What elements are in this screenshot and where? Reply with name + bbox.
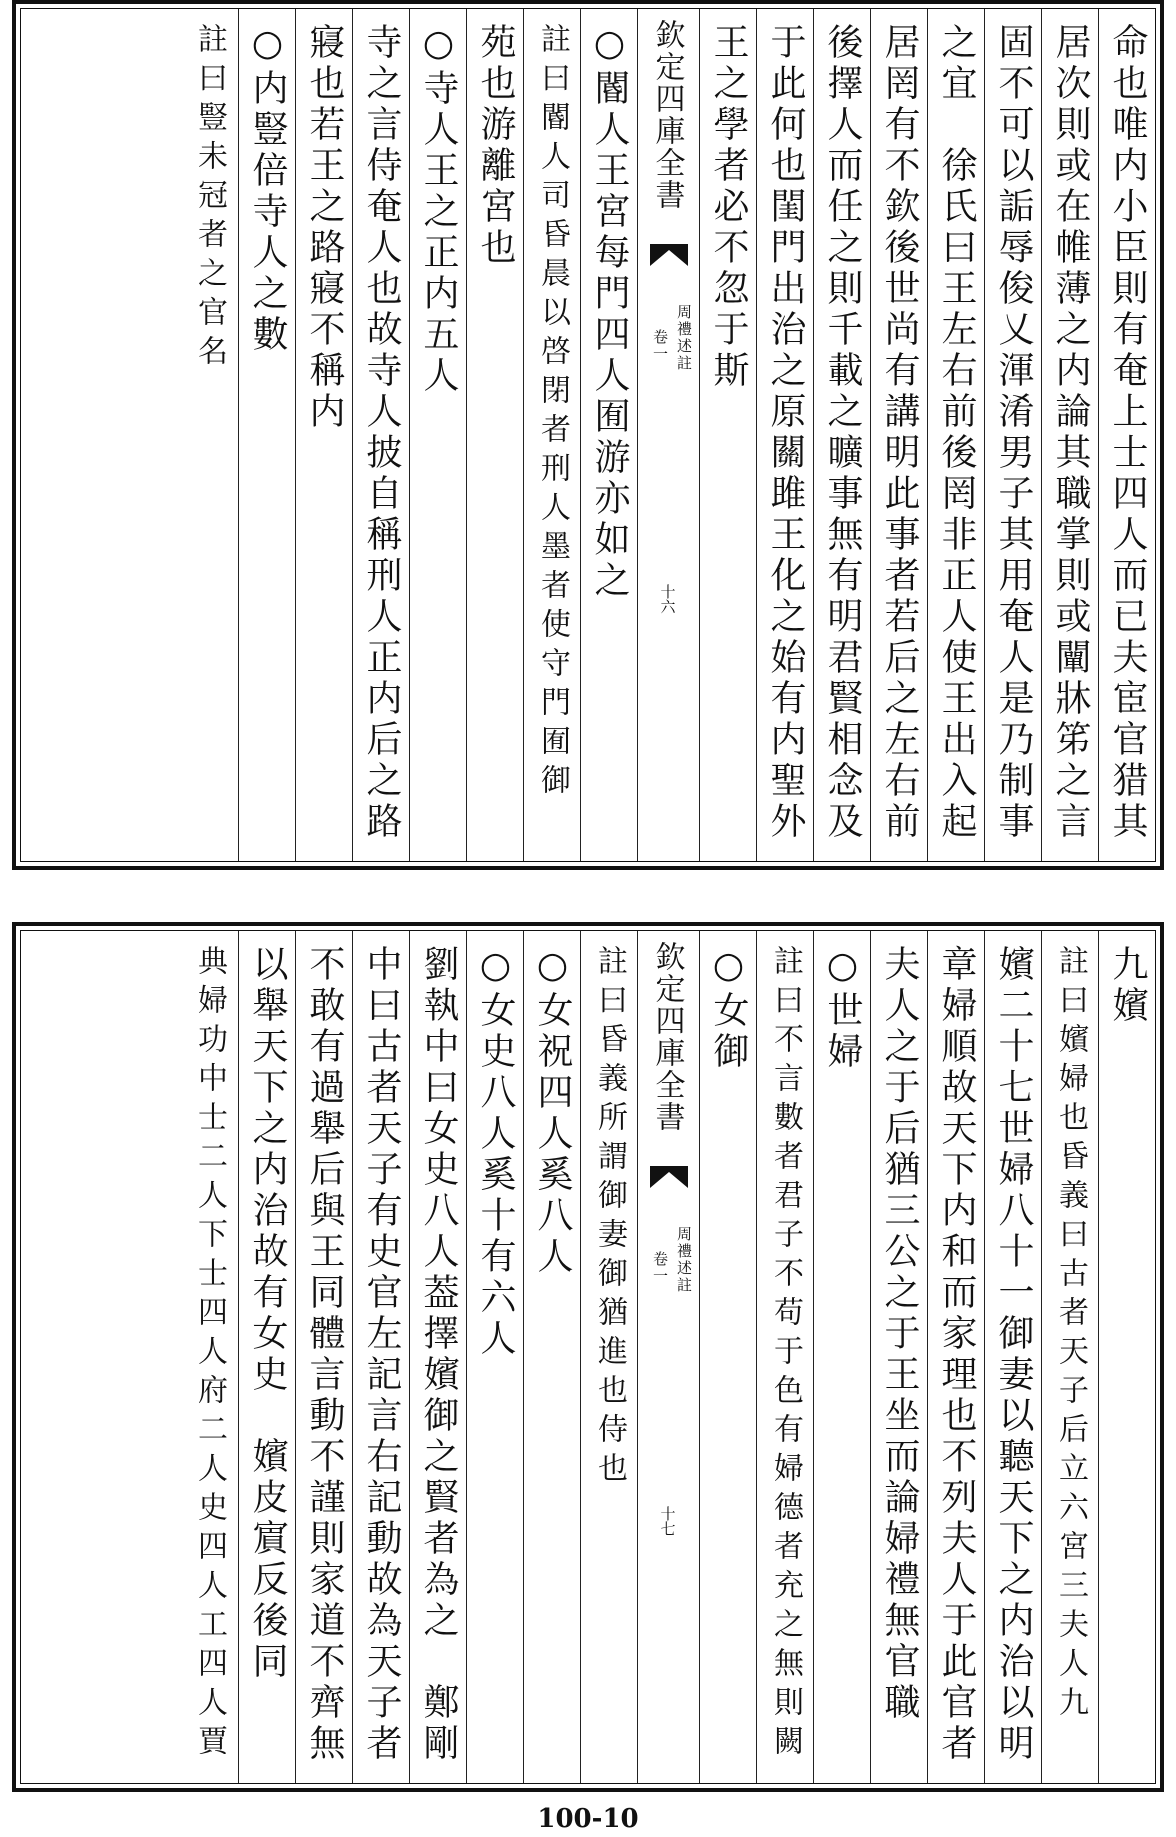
text-column [927, 931, 984, 1783]
column-text: 之宜 徐氏曰王左右前後罔非正人使王出入起 [936, 23, 977, 843]
book-title: 欽定四庫全書 [649, 19, 685, 211]
center-fold-column [637, 931, 699, 1783]
text-column [1098, 931, 1155, 1783]
page-lower [12, 922, 1164, 1792]
column-text: 不敢有過舉后與王同體言動不謹則家道不齊無 [304, 945, 345, 1765]
text-column [984, 9, 1041, 861]
text-column [352, 9, 409, 861]
text-column [181, 9, 238, 861]
text-column [870, 9, 927, 861]
column-text: 寢也若王之路寢不稱内 [304, 23, 345, 433]
text-column [238, 9, 295, 861]
column-text: 典婦功中士二人下士四人府二人史四人工四人賈 [192, 945, 227, 1764]
text-column [927, 9, 984, 861]
column-text: ○女御 [708, 945, 749, 1073]
column-text: 固不可以詬辱俊乂渾淆男子其用奄人是乃制事 [993, 23, 1034, 843]
column-text: 後擇人而任之則千載之曠事無有明君賢相念及 [822, 23, 863, 843]
text-column [466, 9, 523, 861]
column-text: 註曰昏義所謂御妻御猶進也侍也 [592, 945, 627, 1491]
book-subtitle: 周禮述註 [675, 304, 693, 372]
text-column [813, 9, 870, 861]
text-column [1041, 9, 1098, 861]
text-column [870, 931, 927, 1783]
text-column [756, 931, 813, 1783]
text-column [295, 931, 352, 1783]
text-column [523, 9, 580, 861]
column-text: 夫人之于后猶三公之于王坐而論婦禮無官職 [879, 945, 920, 1724]
column-text: 嬪二十七世婦八十一御妻以聽天下之内治以明 [993, 945, 1034, 1765]
text-column [1041, 931, 1098, 1783]
column-text: ○内豎倍寺人之數 [247, 23, 288, 356]
text-column [580, 9, 637, 861]
leaf-number: 十七 [658, 1506, 677, 1536]
column-text: 于此何也閨門出治之原關雎王化之始有内聖外 [765, 23, 806, 843]
column-text: 註曰嬪婦也昏義曰古者天子后立六宮三夫人九 [1053, 945, 1088, 1725]
page-upper [12, 0, 1164, 870]
page-footer-number: 100-10 [537, 1804, 639, 1834]
text-column [1098, 9, 1155, 861]
column-text: 王之學者必不忽于斯 [708, 23, 749, 392]
column-text: 居次則或在帷薄之内論其職掌則或闡牀笫之言 [1050, 23, 1091, 843]
volume-label: 卷一 [651, 1251, 669, 1285]
leaf-number: 十六 [658, 584, 677, 614]
text-column [523, 931, 580, 1783]
column-text: 九嬪 [1107, 945, 1148, 1027]
book-title: 欽定四庫全書 [649, 941, 685, 1133]
column-text: ○閽人王宮每門四人囿游亦如之 [589, 23, 630, 602]
column-text: 註曰不言數者君子不苟于色有婦德者充之無則闕 [768, 945, 803, 1764]
text-column [699, 931, 756, 1783]
text-column [580, 931, 637, 1783]
column-text: 章婦順故天下内和而家理也不列夫人于此官者 [936, 945, 977, 1765]
column-text: 中曰古者天子有史官左記言右記動故為天子者 [361, 945, 402, 1765]
fish-tail-mark-icon [650, 244, 688, 266]
column-text: 居罔有不欽後世尚有講明此事者若后之左右前 [879, 23, 920, 843]
column-text: ○女祝四人奚八人 [532, 945, 573, 1278]
text-column [352, 931, 409, 1783]
text-column [756, 9, 813, 861]
text-column [409, 931, 466, 1783]
column-text: 以舉天下之内治故有女史 嬪皮賔反後同 [247, 945, 288, 1683]
volume-label: 卷一 [651, 329, 669, 363]
text-column [813, 931, 870, 1783]
column-text: ○女史八人奚十有六人 [475, 945, 516, 1360]
column-text: 註曰閽人司昏晨以啓閉者刑人墨者使守門囿御 [535, 23, 570, 803]
text-column [466, 931, 523, 1783]
text-column [984, 931, 1041, 1783]
text-column [699, 9, 756, 861]
text-column [238, 931, 295, 1783]
center-fold-column [637, 9, 699, 861]
text-column [295, 9, 352, 861]
book-subtitle: 周禮述註 [675, 1226, 693, 1294]
text-columns [21, 931, 1155, 1783]
text-column [409, 9, 466, 861]
column-text: ○寺人王之正内五人 [418, 23, 459, 397]
column-text: 寺之言侍奄人也故寺人披自稱刑人正内后之路 [361, 23, 402, 843]
column-text: 註曰豎未冠者之官名 [192, 23, 227, 374]
column-text: ○世婦 [822, 945, 863, 1073]
text-column [181, 931, 238, 1783]
column-text: 苑也游離宮也 [475, 23, 516, 269]
fish-tail-mark-icon [650, 1166, 688, 1188]
text-columns [21, 9, 1155, 861]
column-text: 劉執中曰女史八人葢擇嬪御之賢者為之 鄭剛 [418, 945, 459, 1765]
column-text: 命也唯内小臣則有奄上士四人而已夫宦官猎其 [1107, 23, 1148, 843]
